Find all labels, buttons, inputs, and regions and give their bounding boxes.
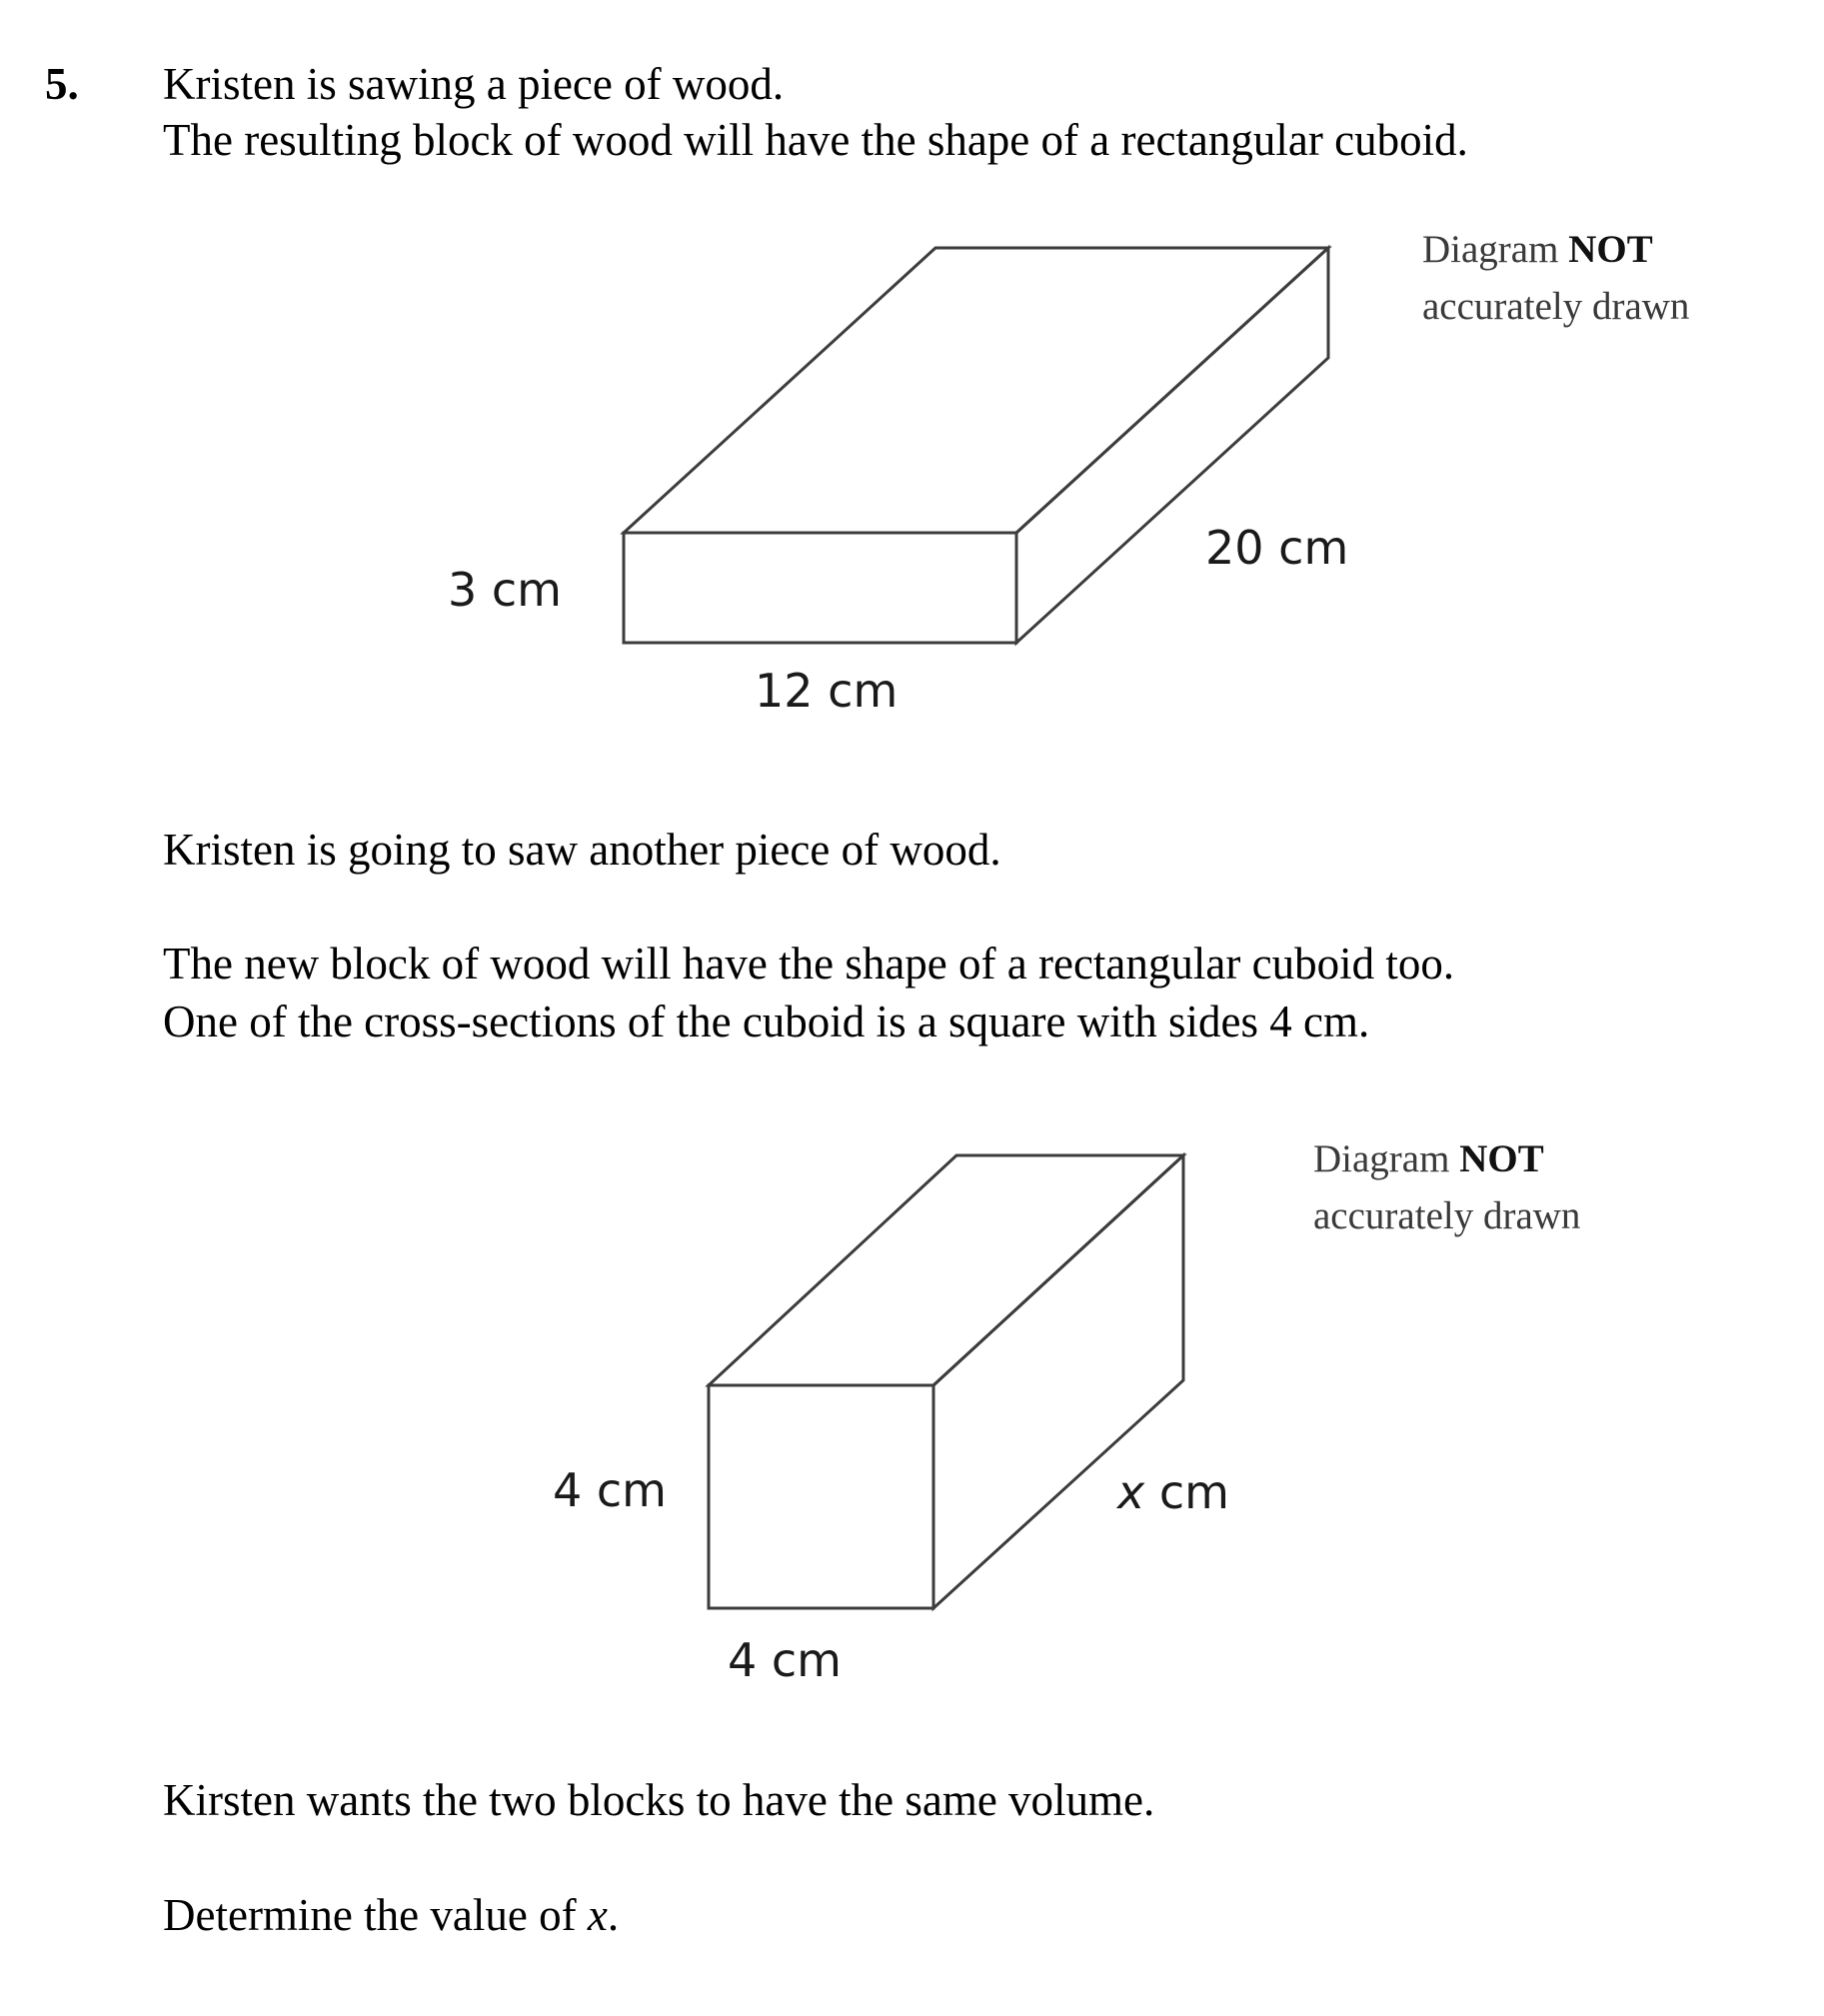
diagram-1-depth-label: 20 cm: [1205, 521, 1349, 575]
closing-prefix: Determine the value of: [163, 1890, 588, 1940]
question-middle-line-2: The new block of wood will have the shape of a rectangular cuboid too.: [163, 939, 1455, 989]
closing-variable: x: [587, 1890, 608, 1940]
closing-suffix: .: [607, 1890, 620, 1940]
diagram-1-height-label: 3 cm: [448, 563, 562, 617]
diagram-2-depth-var: x: [1117, 1465, 1145, 1519]
diagram-2-height-label: 4 cm: [553, 1463, 667, 1517]
question-intro-line-1: Kristen is sawing a piece of wood.: [163, 59, 785, 109]
diagram-2-depth-unit: cm: [1144, 1465, 1229, 1519]
diagram-1-note-line-2: accurately drawn: [1422, 285, 1690, 328]
diagram-1-note-word: Diagram: [1422, 228, 1569, 271]
diagram-2-note-line-2: accurately drawn: [1313, 1194, 1581, 1237]
question-number: 5.: [45, 59, 79, 109]
question-closing-line-1: Kirsten wants the two blocks to have the same volume.: [163, 1775, 1155, 1825]
question-middle-line-1: Kristen is going to saw another piece of wood.: [163, 825, 1001, 875]
diagram-2-depth-label: [1117, 1465, 1229, 1519]
cuboid-2-front-face: [709, 1385, 933, 1608]
question-middle-line-3: One of the cross-sections of the cuboid is a square with sides 4 cm.: [163, 997, 1370, 1046]
question-intro-line-2: The resulting block of wood will have the shape of a rectangular cuboid.: [163, 115, 1468, 165]
diagram-2-note: [1313, 1130, 1580, 1244]
diagram-2-width-label: 4 cm: [728, 1633, 842, 1687]
cuboid-2-top-face: [709, 1155, 1183, 1385]
question-closing-line-2: [163, 1887, 619, 1943]
diagram-2-note-word: Diagram: [1313, 1137, 1460, 1180]
diagram-1-width-label: 12 cm: [755, 664, 899, 718]
diagram-1-note-not: NOT: [1568, 228, 1653, 271]
cuboid-2-side-face: [933, 1155, 1183, 1608]
diagram-2-note-not: NOT: [1459, 1137, 1544, 1180]
